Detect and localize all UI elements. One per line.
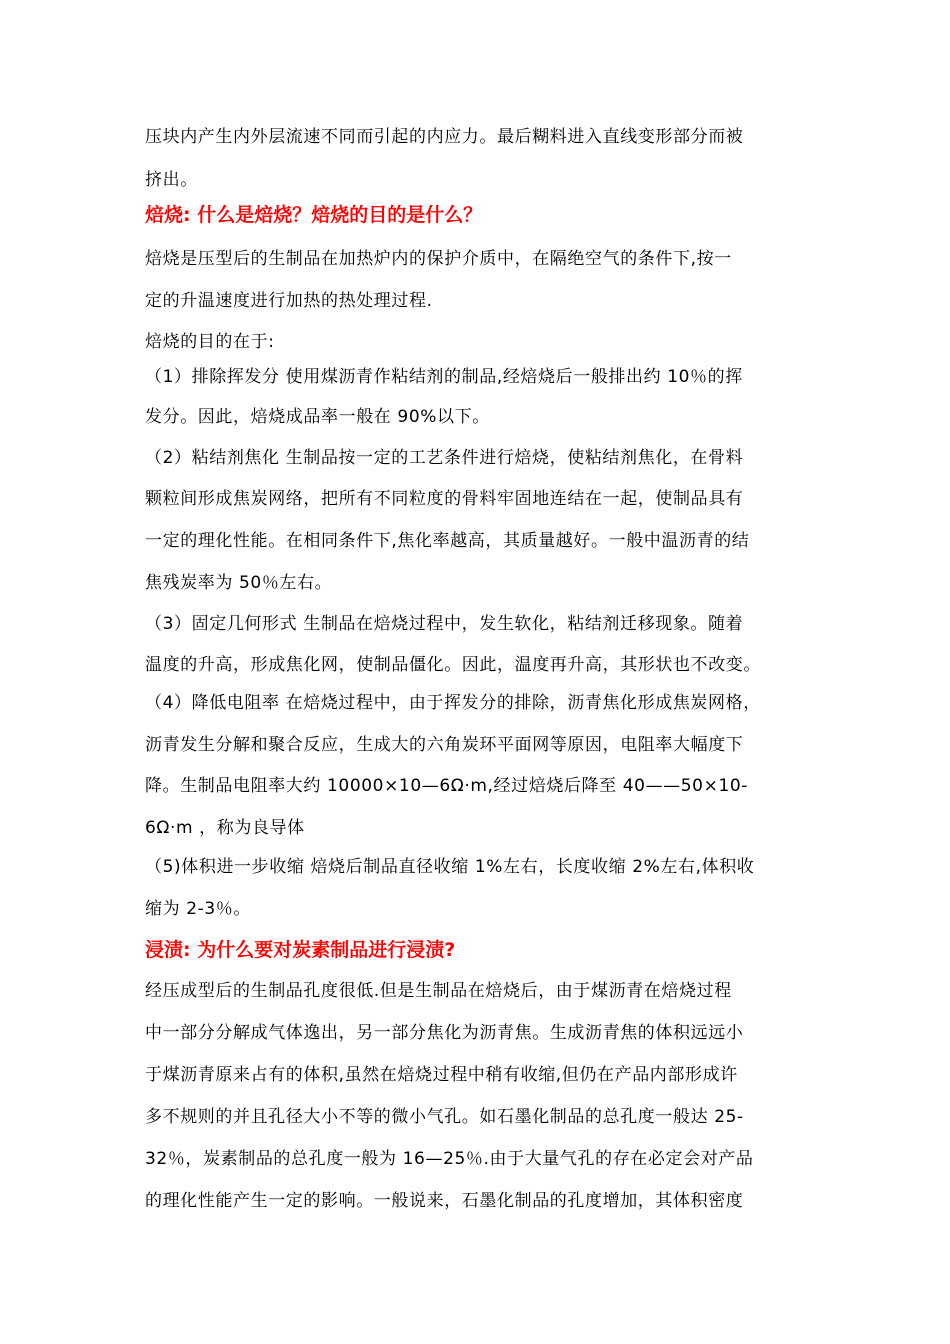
list-item-line: 一定的理化性能。在相同条件下,焦化率越高，其质量越好。一般中温沥青的结 [145, 531, 750, 551]
paragraph-line: 焙烧的目的在于: [145, 332, 275, 352]
section-heading-baking: 焙烧: 什么是焙烧？焙烧的目的是什么？ [145, 204, 483, 226]
paragraph-line: 焙烧是压型后的生制品在加热炉内的保护介质中，在隔绝空气的条件下,按一 [145, 249, 732, 269]
paragraph-line: 压块内产生内外层流速不同而引起的内应力。最后糊料进入直线变形部分而被 [145, 127, 744, 147]
paragraph-line: 定的升温速度进行加热的热处理过程. [145, 291, 433, 311]
list-item-line: 焦残炭率为 50％左右。 [145, 573, 333, 593]
section-heading-impregnation: 浸渍: 为什么要对炭素制品进行浸渍? [145, 939, 456, 961]
paragraph-line: 经压成型后的生制品孔度很低.但是生制品在焙烧后，由于煤沥青在焙烧过程 [145, 981, 732, 1001]
list-item-line: 缩为 2-3％。 [145, 899, 251, 919]
paragraph-line: 于煤沥青原来占有的体积,虽然在焙烧过程中稍有收缩,但仍在产品内部形成许 [145, 1065, 738, 1085]
list-item-line: （1）排除挥发分 使用煤沥青作粘结剂的制品,经焙烧后一般排出约 10％的挥 [145, 367, 743, 387]
list-item-line: 颗粒间形成焦炭网络，把所有不同粒度的骨料牢固地连结在一起，使制品具有 [145, 489, 744, 509]
list-item-line: （3）固定几何形式 生制品在焙烧过程中，发生软化，粘结剂迁移现象。随着 [145, 614, 744, 634]
paragraph-line: 的理化性能产生一定的影响。一般说来，石墨化制品的孔度增加，其体积密度 [145, 1191, 744, 1211]
paragraph-line: 32％，炭素制品的总孔度一般为 16—25％.由于大量气孔的存在必定会对产品 [145, 1149, 754, 1169]
paragraph-line: 多不规则的并且孔径大小不等的微小气孔。如石墨化制品的总孔度一般达 25- [145, 1107, 744, 1127]
list-item-line: （5)体积进一步收缩 焙烧后制品直径收缩 1%左右，长度收缩 2%左右,体积收 [145, 857, 755, 877]
list-item-line: 温度的升高，形成焦化网，使制品僵化。因此，温度再升高，其形状也不改变。 [145, 655, 761, 675]
list-item-line: 沥青发生分解和聚合反应，生成大的六角炭环平面网等原因，电阻率大幅度下 [145, 735, 744, 755]
list-item-line: （4）降低电阻率 在焙烧过程中，由于挥发分的排除，沥青焦化形成焦炭网格， [145, 693, 761, 713]
paragraph-line: 中一部分分解成气体逸出，另一部分焦化为沥青焦。生成沥青焦的体积远远小 [145, 1023, 744, 1043]
list-item-line: 发分。因此，焙烧成品率一般在 90%以下。 [145, 407, 490, 427]
list-item-line: （2）粘结剂焦化 生制品按一定的工艺条件进行焙烧，使粘结剂焦化，在骨料 [145, 448, 744, 468]
list-item-line: 降。生制品电阻率大约 10000×10—6Ω·m,经过焙烧后降至 40——50×10- [145, 776, 749, 796]
paragraph-line: 挤出。 [145, 170, 198, 190]
list-item-line: 6Ω·m ，称为良导体 [145, 818, 305, 838]
